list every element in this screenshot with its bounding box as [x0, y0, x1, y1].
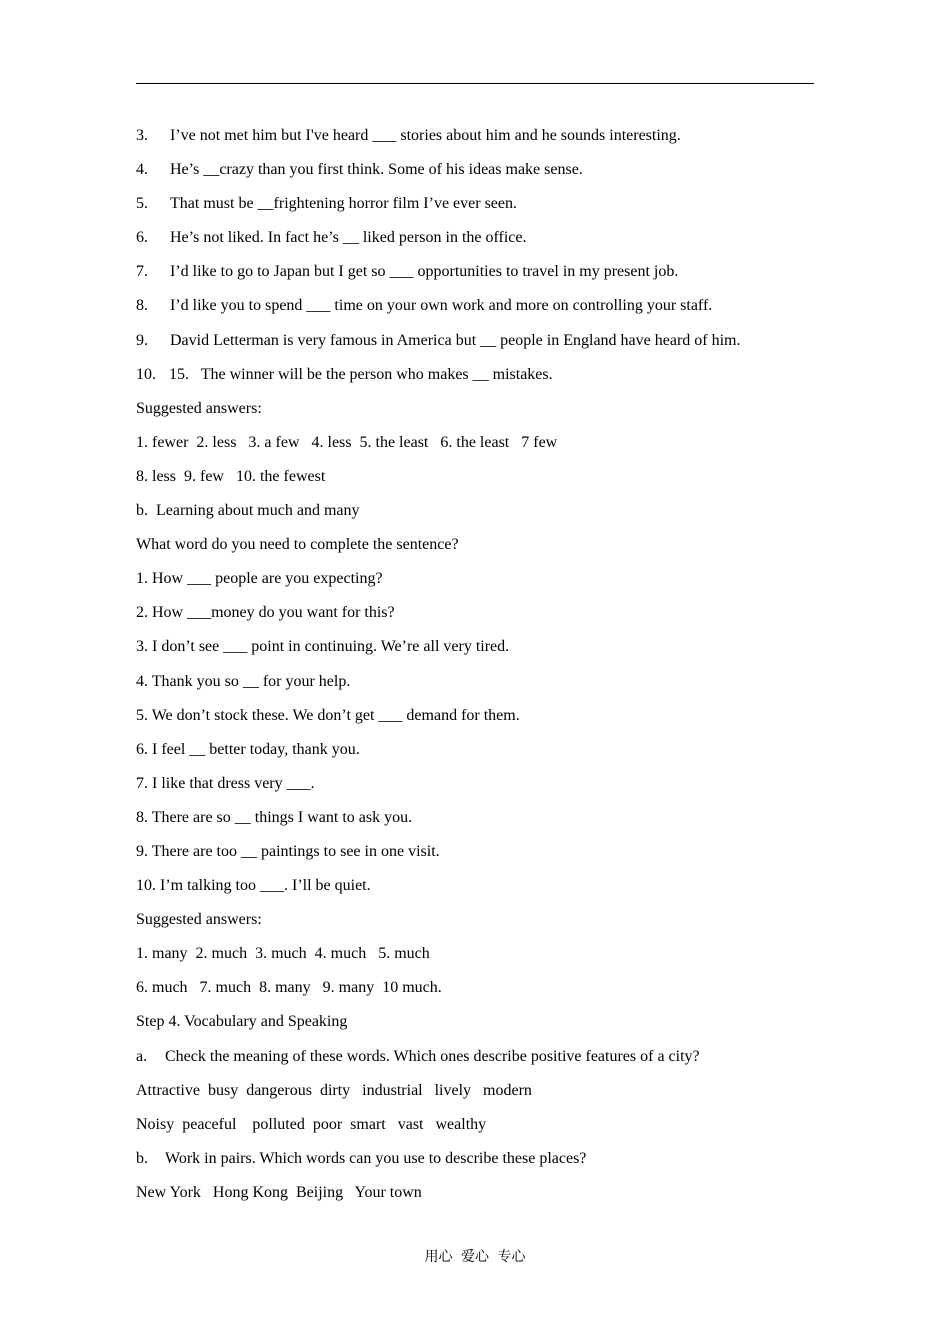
task-text: Check the meaning of these words. Which ones describe positive features of a city?: [165, 1047, 700, 1065]
exercise-item: 4. Thank you so __ for your help.: [136, 672, 351, 690]
exercise-item: [136, 190, 826, 224]
word-list: Noisy peaceful polluted poor smart vast wealthy: [136, 1115, 487, 1133]
exercise-item: [136, 361, 826, 395]
word-list: Attractive busy dangerous dirty industrial lively modern: [136, 1081, 532, 1099]
item-number: 5.: [136, 195, 148, 213]
item-text: David Letterman is very famous in America but __ people in England have heard of him.: [170, 331, 741, 349]
place-list: New York Hong Kong Beijing Your town: [136, 1183, 422, 1201]
exercise-item: 9. There are too __ paintings to see in one visit.: [136, 842, 440, 860]
item-number: 6.: [136, 229, 148, 247]
answers-line: 8. less 9. few 10. the fewest: [136, 467, 326, 485]
item-number: 3.: [136, 127, 148, 144]
exercise-item: 10. I’m talking too ___. I’ll be quiet.: [136, 877, 371, 895]
exercise-item: 1. How ___ people are you expecting?: [136, 570, 383, 588]
exercise-item: 5. We don’t stock these. We don’t get ___ demand for them.: [136, 706, 520, 724]
task-mark: a.: [136, 1047, 148, 1065]
item-number: 7.: [136, 263, 148, 281]
answers-line: 1. fewer 2. less 3. a few 4. less 5. the least 6. the least 7 few: [136, 433, 558, 451]
exercise-item: [136, 292, 826, 326]
answers-line: 1. many 2. much 3. much 4. much 5. much: [136, 945, 430, 963]
item-text: I’d like to go to Japan but I get so ___ opportunities to travel in my present job.: [170, 263, 679, 281]
exercise-item: [136, 258, 826, 292]
exercise-item: 2. How ___money do you want for this?: [136, 604, 395, 622]
exercise-item: [136, 327, 826, 361]
exercise-item: [136, 224, 826, 258]
item-number: 8.: [136, 297, 148, 315]
item-text: I’ve not met him but I've heard ___ stories about him and he sounds interesting.: [170, 127, 681, 144]
task-b: [136, 1145, 826, 1179]
answers-heading: Suggested answers:: [136, 911, 262, 929]
header-rule: [136, 83, 814, 84]
item-text: I’d like you to spend ___ time on your own work and more on controlling your staff.: [170, 297, 713, 315]
exercise-item: 7. I like that dress very ___.: [136, 774, 315, 792]
task-mark: b.: [136, 1149, 148, 1167]
task-a: [136, 1043, 826, 1077]
step-title: Step 4. Vocabulary and Speaking: [136, 1013, 348, 1031]
item-number: 10.: [136, 365, 156, 383]
item-text: He’s not liked. In fact he’s __ liked person in the office.: [170, 229, 527, 247]
page-footer: 用心 爱心 专心: [424, 1249, 526, 1265]
item-text: 15. The winner will be the person who makes __ mistakes.: [169, 365, 553, 383]
task-text: Work in pairs. Which words can you use to describe these places?: [165, 1149, 587, 1167]
item-number: 9.: [136, 331, 148, 349]
document-body: [136, 122, 826, 1213]
exercise-item: [136, 122, 826, 156]
answers-line: 6. much 7. much 8. many 9. many 10 much.: [136, 979, 442, 997]
answers-heading: Suggested answers:: [136, 399, 262, 417]
item-number: 4.: [136, 161, 148, 179]
section-prompt: What word do you need to complete the sentence?: [136, 536, 459, 554]
item-text: That must be __frightening horror film I’ve ever seen.: [170, 195, 517, 213]
exercise-item: 8. There are so __ things I want to ask you.: [136, 808, 413, 826]
exercise-item: [136, 156, 826, 190]
section-title: b. Learning about much and many: [136, 502, 360, 520]
exercise-item: 6. I feel __ better today, thank you.: [136, 740, 360, 758]
exercise-item: 3. I don’t see ___ point in continuing. We’re all very tired.: [136, 638, 510, 656]
item-text: He’s __crazy than you first think. Some of his ideas make sense.: [170, 161, 583, 179]
